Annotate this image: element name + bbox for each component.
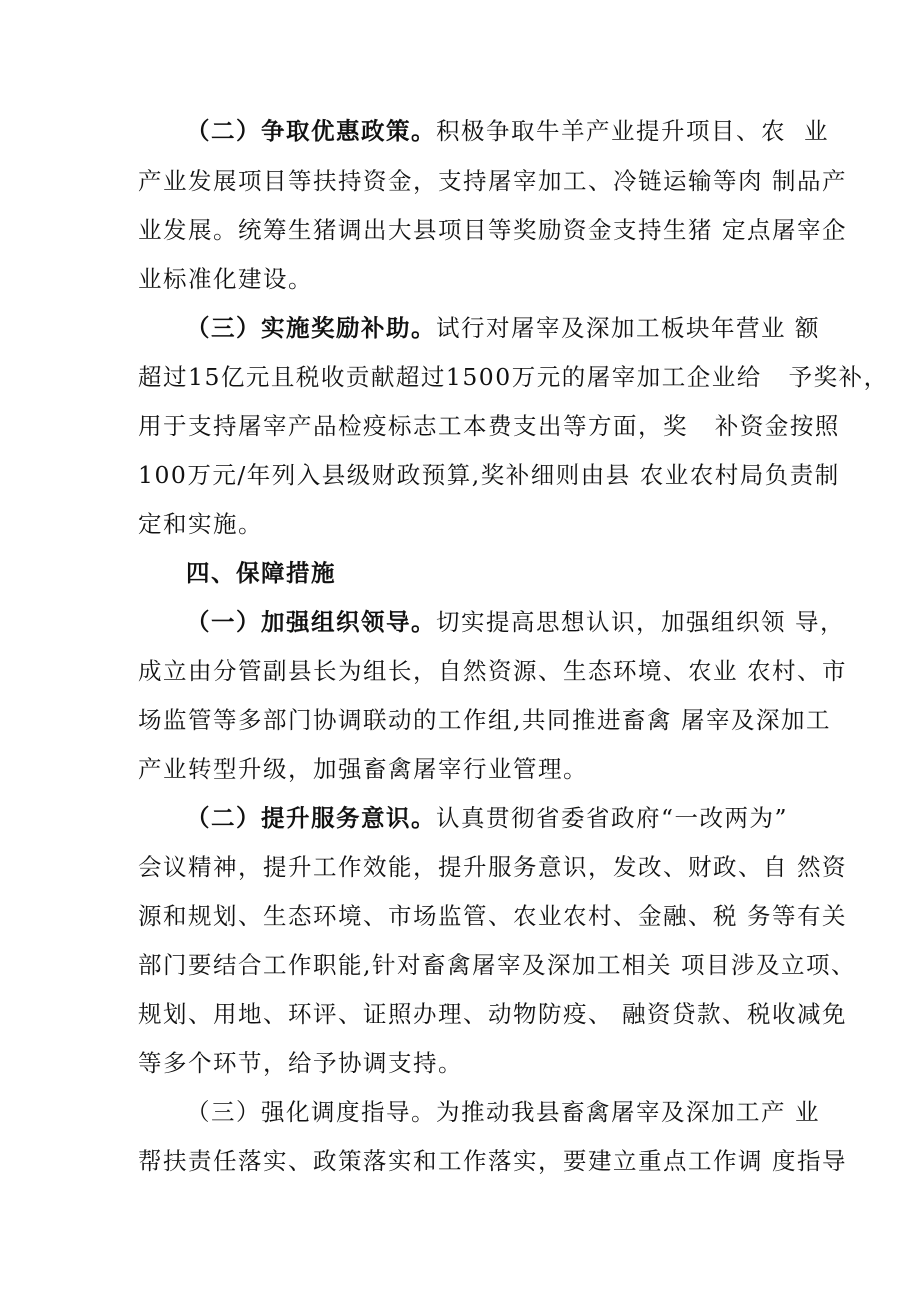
paragraph-line: 产业转型升级，加强畜禽屠宰行业管理。 [138, 755, 588, 783]
paragraph-line: 源和规划、生态环境、市场监管、农业农村、金融、税 务等有关 [138, 902, 847, 930]
paragraph-text: 切实提高思想认识，加强组织领 导， [436, 608, 845, 636]
paragraph-text: 积极争取牛羊产业提升项目、农 业 [436, 117, 829, 145]
paragraph-line: 超过15亿元且税收贡献超过1500万元的屠宰加工企业给 予奖补， [138, 363, 889, 391]
paragraph-line: （三）强化调度指导。为推动我县畜禽屠宰及深加工产 业 [186, 1098, 820, 1126]
chapter-heading: 四、保障措施 [186, 559, 336, 587]
paragraph-line: 规划、用地、环评、证照办理、动物防疫、 融资贷款、税收减免 [138, 1000, 847, 1028]
paragraph-line: 业发展。统筹生猪调出大县项目等奖励资金支持生猪 定点屠宰企 [138, 216, 847, 244]
section-heading: （三）实施奖励补助。 [186, 314, 436, 342]
paragraph-line: 产业发展项目等扶持资金，支持屠宰加工、冷链运输等肉 制品产 [138, 167, 847, 195]
section-heading: （一）加强组织领导。 [186, 608, 436, 636]
paragraph-line: 帮扶责任落实、政策落实和工作落实，要建立重点工作调 度指导 [138, 1147, 847, 1175]
paragraph-text: 试行对屠宰及深加工板块年营业 额 [436, 314, 820, 342]
paragraph-line: 部门要结合工作职能,针对畜禽屠宰及深加工相关 项目涉及立项、 [138, 951, 856, 979]
section-heading: （二）提升服务意识。 [186, 804, 436, 832]
paragraph-line [186, 313, 820, 343]
paragraph-line [186, 607, 845, 637]
paragraph-text: 认真贯彻省委省政府“一改两为” [436, 804, 789, 832]
paragraph-line: 定和实施。 [138, 510, 263, 538]
paragraph-line: 业标准化建设。 [138, 265, 313, 293]
paragraph-line: 100万元/年列入县级财政预算,奖补细则由县 农业农村局负责制 [138, 461, 840, 489]
paragraph-line [186, 116, 829, 146]
paragraph-line: 会议精神，提升工作效能，提升服务意识，发改、财政、自 然资 [138, 853, 847, 881]
paragraph-line: 用于支持屠宰产品检疫标志工本费支出等方面，奖 补资金按照 [138, 412, 840, 440]
paragraph-line: 等多个环节，给予协调支持。 [138, 1049, 463, 1077]
paragraph-line: 场监管等多部门协调联动的工作组,共同推进畜禽 屠宰及深加工 [138, 706, 831, 734]
paragraph-line [186, 803, 788, 833]
paragraph-line: 成立由分管副县长为组长，自然资源、生态环境、农业 农村、市 [138, 657, 847, 685]
section-heading: （二）争取优惠政策。 [186, 117, 436, 145]
